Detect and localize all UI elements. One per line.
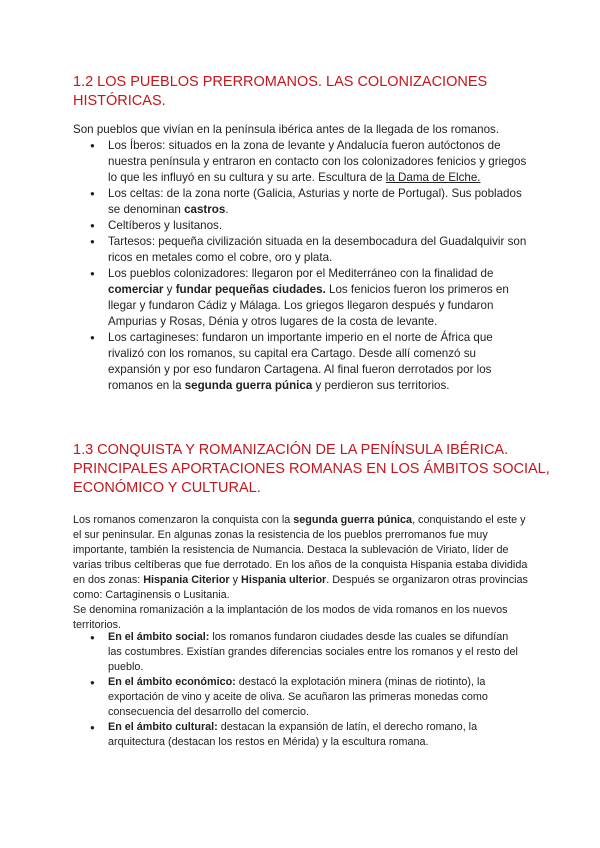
intro-paragraph: Son pueblos que vivían en la península ibérica antes de la llegada de los romanos.	[73, 123, 500, 136]
section-heading-romanizacion: 1.3 CONQUISTA Y ROMANIZACIÓN DE LA PENÍNSULA IBÉRICA. PRINCIPALES APORTACIONES ROMANAS EN LOS ÁMBITOS SOCIAL, ECONÓMICO Y CULTURAL.	[73, 442, 550, 496]
list-item: ● Los Íberos: situados en la zona de levante y Andalucía fueron autóctonos de nuestra península y entraron en contacto con los colonizadores fenicios y griegos lo que les influyó en su cultura y su arte. Escultura de la Dama de Elche.	[90, 138, 532, 186]
conquista-paragraph: Los romanos comenzaron la conquista con la segunda guerra púnica, conquistando el este y el sur peninsular. En algunas zonas la resistencia de los pueblos prerromanos fue muy importante, también la resistencia de Numancia. Destaca la sublevación de Viriato, líder de varias tribus celtíberas que fue derrotado. En los años de la conquista Hispania estaba dividida en dos zonas: Hispania Citerior y Hispania ulterior. Después se organizaron otras provincias como: Cartaginensis o Lusitania. Se denomina romanización a la implantación de los modos de vida romanos en los nuevos territorios.	[73, 514, 528, 631]
list-item: ● Los pueblos colonizadores: llegaron por el Mediterráneo con la finalidad de comerciar y fundar pequeñas ciudades. Los fenicios fueron los primeros en llegar y fundaron Cádiz y Málaga. Los griegos llegaron después y fundaron Ampurias y Rosas, Dénia y otros lugares de la costa de levante.	[90, 266, 532, 330]
list-item: ● Los cartagineses: fundaron un importante imperio en el norte de África que rivalizó con los romanos, su capital era Cartago. Desde allí comenzó su expansión y por eso fundaron Cartagena. Al final fueron derrotados por los romanos en la segunda guerra púnica y perdieron sus territorios.	[90, 330, 532, 394]
dama-de-elche-link[interactable]: la Dama de Elche.	[385, 171, 481, 184]
list-item: ● Tartesos: pequeña civilización situada en la desembocadura del Guadalquivir son ricos en metales como el cobre, oro y plata.	[90, 234, 532, 266]
list-item: ● En el ámbito cultural: destacan la expansión de latín, el derecho romano, la arquitectura (destacan los restos en Mérida) y la escultura romana.	[90, 720, 522, 750]
ambitos-list	[90, 630, 522, 750]
romanizacion-definition: Se denomina romanización a la implantación de los modos de vida romanos en los nuevos territorios.	[73, 604, 508, 631]
list-item: ● Celtíberos y lusitanos.	[90, 218, 532, 234]
section-heading-prerromanos: 1.2 LOS PUEBLOS PRERROMANOS. LAS COLONIZACIONES HISTÓRICAS.	[73, 74, 488, 109]
list-item: ● En el ámbito social: los romanos fundaron ciudades desde las cuales se difundían las costumbres. Existían grandes diferencias sociales entre los romanos y el resto del pueblo.	[90, 630, 522, 675]
list-item: ● En el ámbito económico: destacó la explotación minera (minas de riotinto), la exportación de vino y aceite de oliva. Se acuñaron las primeras monedas como consecuencia del desarrollo del comercio.	[90, 675, 522, 720]
pueblos-list	[90, 138, 532, 394]
list-item: ● Los celtas: de la zona norte (Galicia, Asturias y norte de Portugal). Sus poblados se denominan castros.	[90, 186, 532, 218]
